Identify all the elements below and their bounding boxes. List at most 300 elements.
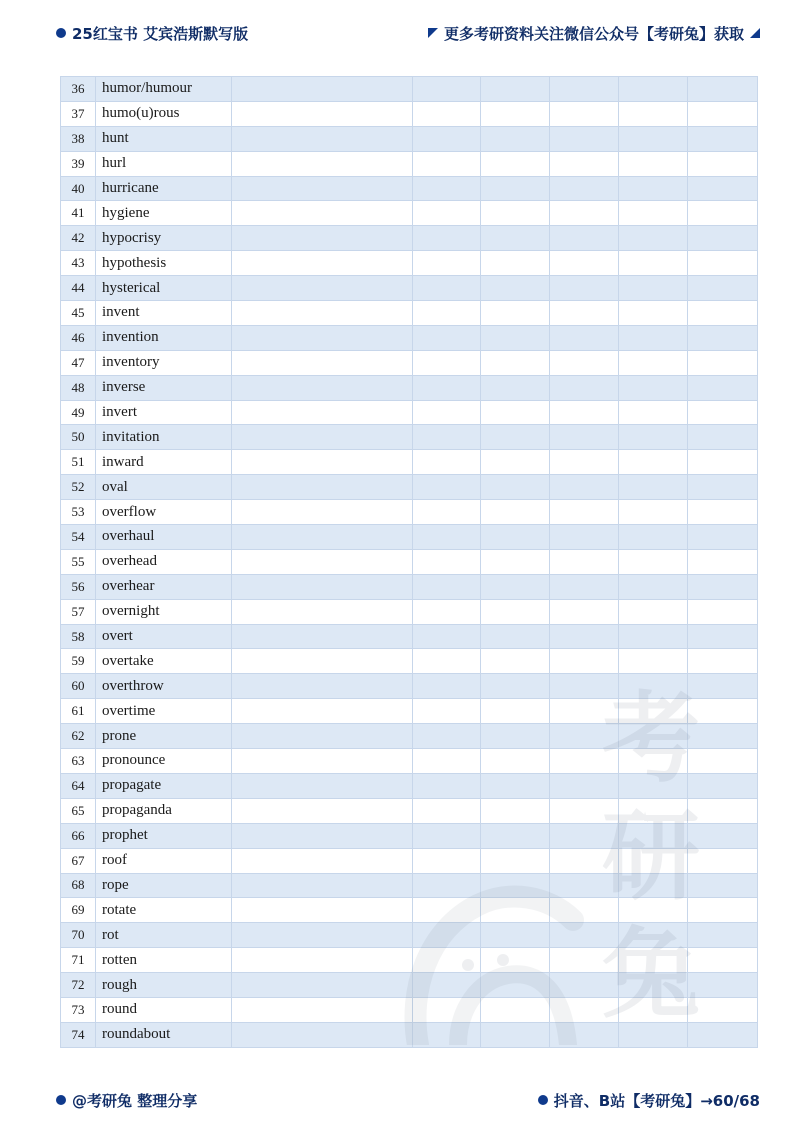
dictation-blank-cell	[413, 724, 481, 749]
row-number: 52	[61, 475, 96, 500]
dictation-blank-cell	[413, 350, 481, 375]
dictation-blank-cell	[550, 276, 619, 301]
table-row	[61, 325, 758, 350]
dictation-blank-cell	[413, 848, 481, 873]
table-row	[61, 77, 758, 102]
dictation-blank-cell	[413, 898, 481, 923]
row-number: 71	[61, 948, 96, 973]
dictation-blank-cell	[688, 997, 758, 1022]
dictation-blank-cell	[481, 674, 550, 699]
row-number: 44	[61, 276, 96, 301]
dictation-blank-cell	[232, 724, 413, 749]
dictation-blank-cell	[413, 126, 481, 151]
dictation-blank-cell	[619, 649, 688, 674]
dictation-blank-cell	[481, 425, 550, 450]
dictation-blank-cell	[232, 674, 413, 699]
vocabulary-word: invert	[96, 400, 232, 425]
dictation-blank-cell	[413, 773, 481, 798]
vocabulary-word: rope	[96, 873, 232, 898]
table-row	[61, 724, 758, 749]
vocabulary-word: propagate	[96, 773, 232, 798]
dictation-blank-cell	[550, 325, 619, 350]
table-row	[61, 923, 758, 948]
row-number: 51	[61, 450, 96, 475]
dictation-blank-cell	[688, 350, 758, 375]
dictation-blank-cell	[481, 997, 550, 1022]
table-row	[61, 699, 758, 724]
dictation-blank-cell	[619, 549, 688, 574]
bullet-dot-icon	[538, 1095, 548, 1105]
dictation-blank-cell	[481, 1022, 550, 1047]
vocabulary-word: overtime	[96, 699, 232, 724]
row-number: 48	[61, 375, 96, 400]
dictation-blank-cell	[619, 674, 688, 699]
dictation-blank-cell	[550, 251, 619, 276]
dictation-blank-cell	[481, 276, 550, 301]
dictation-blank-cell	[413, 798, 481, 823]
table-row	[61, 276, 758, 301]
dictation-blank-cell	[232, 77, 413, 102]
dictation-blank-cell	[619, 226, 688, 251]
dictation-blank-cell	[413, 699, 481, 724]
dictation-blank-cell	[619, 450, 688, 475]
dictation-blank-cell	[481, 973, 550, 998]
dictation-blank-cell	[232, 948, 413, 973]
dictation-blank-cell	[688, 301, 758, 326]
dictation-blank-cell	[688, 400, 758, 425]
row-number: 45	[61, 301, 96, 326]
dictation-blank-cell	[550, 350, 619, 375]
dictation-blank-cell	[688, 873, 758, 898]
dictation-blank-cell	[619, 798, 688, 823]
row-number: 36	[61, 77, 96, 102]
dictation-blank-cell	[550, 649, 619, 674]
dictation-blank-cell	[550, 425, 619, 450]
dictation-blank-cell	[619, 475, 688, 500]
dictation-blank-cell	[550, 226, 619, 251]
table-row	[61, 848, 758, 873]
dictation-blank-cell	[481, 649, 550, 674]
dictation-blank-cell	[481, 724, 550, 749]
dictation-blank-cell	[688, 475, 758, 500]
dictation-blank-cell	[413, 101, 481, 126]
dictation-blank-cell	[481, 624, 550, 649]
dictation-blank-cell	[413, 1022, 481, 1047]
vocabulary-word: inventory	[96, 350, 232, 375]
dictation-blank-cell	[619, 301, 688, 326]
dictation-blank-cell	[481, 823, 550, 848]
dictation-blank-cell	[413, 500, 481, 525]
dictation-blank-cell	[688, 898, 758, 923]
vocabulary-word: humo(u)rous	[96, 101, 232, 126]
vocabulary-word: hurricane	[96, 176, 232, 201]
table-row	[61, 101, 758, 126]
dictation-blank-cell	[481, 151, 550, 176]
row-number: 59	[61, 649, 96, 674]
dictation-blank-cell	[413, 923, 481, 948]
header-title: 25红宝书 艾宾浩斯默写版	[72, 24, 249, 43]
dictation-blank-cell	[232, 773, 413, 798]
table-row	[61, 749, 758, 774]
vocabulary-word: invent	[96, 301, 232, 326]
table-row	[61, 898, 758, 923]
vocabulary-word: overthrow	[96, 674, 232, 699]
dictation-blank-cell	[619, 425, 688, 450]
dictation-blank-cell	[688, 798, 758, 823]
table-row	[61, 798, 758, 823]
table-row	[61, 226, 758, 251]
dictation-blank-cell	[232, 475, 413, 500]
dictation-blank-cell	[619, 325, 688, 350]
dictation-blank-cell	[232, 151, 413, 176]
dictation-blank-cell	[232, 301, 413, 326]
dictation-blank-cell	[619, 276, 688, 301]
dictation-blank-cell	[232, 400, 413, 425]
dictation-blank-cell	[413, 973, 481, 998]
dictation-blank-cell	[232, 525, 413, 550]
table-row	[61, 400, 758, 425]
dictation-blank-cell	[481, 201, 550, 226]
dictation-blank-cell	[232, 500, 413, 525]
dictation-blank-cell	[481, 574, 550, 599]
page-footer	[56, 1088, 760, 1112]
row-number: 40	[61, 176, 96, 201]
table-row	[61, 201, 758, 226]
vocabulary-word: hygiene	[96, 201, 232, 226]
dictation-blank-cell	[688, 624, 758, 649]
table-row	[61, 301, 758, 326]
row-number: 55	[61, 549, 96, 574]
vocabulary-word: inward	[96, 450, 232, 475]
header-right	[428, 23, 760, 44]
table-row	[61, 973, 758, 998]
dictation-blank-cell	[688, 699, 758, 724]
dictation-blank-cell	[550, 599, 619, 624]
dictation-blank-cell	[619, 101, 688, 126]
dictation-blank-cell	[550, 997, 619, 1022]
bullet-dot-icon	[56, 1095, 66, 1105]
dictation-blank-cell	[481, 251, 550, 276]
dictation-blank-cell	[481, 525, 550, 550]
dictation-blank-cell	[619, 77, 688, 102]
row-number: 39	[61, 151, 96, 176]
dictation-blank-cell	[413, 649, 481, 674]
header-left	[56, 23, 248, 44]
row-number: 68	[61, 873, 96, 898]
table-row	[61, 450, 758, 475]
row-number: 69	[61, 898, 96, 923]
row-number: 58	[61, 624, 96, 649]
table-row	[61, 599, 758, 624]
dictation-blank-cell	[232, 749, 413, 774]
table-row	[61, 151, 758, 176]
dictation-blank-cell	[413, 400, 481, 425]
dictation-blank-cell	[232, 997, 413, 1022]
dictation-blank-cell	[688, 226, 758, 251]
dictation-blank-cell	[481, 923, 550, 948]
bullet-dot-icon	[56, 28, 66, 38]
dictation-blank-cell	[688, 724, 758, 749]
vocabulary-word: hunt	[96, 126, 232, 151]
table-row	[61, 126, 758, 151]
dictation-blank-cell	[550, 375, 619, 400]
dictation-blank-cell	[619, 1022, 688, 1047]
dictation-blank-cell	[550, 500, 619, 525]
dictation-blank-cell	[481, 948, 550, 973]
dictation-blank-cell	[550, 400, 619, 425]
dictation-blank-cell	[688, 973, 758, 998]
dictation-blank-cell	[550, 176, 619, 201]
dictation-blank-cell	[688, 749, 758, 774]
dictation-blank-cell	[688, 450, 758, 475]
vocabulary-word: rough	[96, 973, 232, 998]
dictation-blank-cell	[232, 176, 413, 201]
dictation-blank-cell	[688, 649, 758, 674]
table-row	[61, 251, 758, 276]
dictation-blank-cell	[619, 151, 688, 176]
dictation-blank-cell	[413, 425, 481, 450]
dictation-blank-cell	[550, 873, 619, 898]
dictation-blank-cell	[550, 624, 619, 649]
dictation-blank-cell	[481, 350, 550, 375]
table-row	[61, 425, 758, 450]
dictation-blank-cell	[550, 749, 619, 774]
row-number: 73	[61, 997, 96, 1022]
dictation-blank-cell	[481, 126, 550, 151]
dictation-blank-cell	[688, 151, 758, 176]
dictation-blank-cell	[232, 350, 413, 375]
header-promo: 更多考研资料关注微信公众号【考研兔】获取	[443, 24, 744, 43]
dictation-blank-cell	[413, 574, 481, 599]
vocabulary-word: overt	[96, 624, 232, 649]
dictation-blank-cell	[413, 599, 481, 624]
vocabulary-word: hurl	[96, 151, 232, 176]
row-number: 61	[61, 699, 96, 724]
table-row	[61, 773, 758, 798]
dictation-blank-cell	[481, 77, 550, 102]
vocabulary-table-container	[60, 76, 757, 1048]
row-number: 57	[61, 599, 96, 624]
dictation-blank-cell	[481, 475, 550, 500]
dictation-blank-cell	[688, 948, 758, 973]
vocabulary-word: hypothesis	[96, 251, 232, 276]
vocabulary-word: hypocrisy	[96, 226, 232, 251]
dictation-blank-cell	[619, 699, 688, 724]
dictation-blank-cell	[619, 749, 688, 774]
dictation-blank-cell	[413, 624, 481, 649]
row-number: 50	[61, 425, 96, 450]
dictation-blank-cell	[688, 574, 758, 599]
dictation-blank-cell	[688, 674, 758, 699]
vocabulary-word: roundabout	[96, 1022, 232, 1047]
dictation-blank-cell	[481, 226, 550, 251]
triangle-right-icon	[750, 28, 760, 38]
dictation-blank-cell	[550, 450, 619, 475]
dictation-blank-cell	[688, 425, 758, 450]
dictation-blank-cell	[550, 674, 619, 699]
table-row	[61, 674, 758, 699]
dictation-blank-cell	[413, 749, 481, 774]
row-number: 62	[61, 724, 96, 749]
dictation-blank-cell	[550, 301, 619, 326]
table-row	[61, 624, 758, 649]
dictation-blank-cell	[688, 823, 758, 848]
dictation-blank-cell	[413, 948, 481, 973]
row-number: 64	[61, 773, 96, 798]
table-row	[61, 350, 758, 375]
dictation-blank-cell	[619, 375, 688, 400]
table-row	[61, 574, 758, 599]
dictation-blank-cell	[232, 898, 413, 923]
dictation-blank-cell	[232, 375, 413, 400]
dictation-blank-cell	[688, 848, 758, 873]
dictation-blank-cell	[232, 251, 413, 276]
dictation-blank-cell	[232, 126, 413, 151]
dictation-blank-cell	[550, 773, 619, 798]
row-number: 54	[61, 525, 96, 550]
dictation-blank-cell	[619, 973, 688, 998]
vocabulary-word: oval	[96, 475, 232, 500]
dictation-blank-cell	[232, 873, 413, 898]
dictation-blank-cell	[688, 375, 758, 400]
dictation-blank-cell	[619, 923, 688, 948]
dictation-blank-cell	[232, 549, 413, 574]
dictation-blank-cell	[619, 400, 688, 425]
dictation-blank-cell	[232, 823, 413, 848]
dictation-blank-cell	[232, 201, 413, 226]
vocabulary-word: rotate	[96, 898, 232, 923]
dictation-blank-cell	[413, 301, 481, 326]
row-number: 46	[61, 325, 96, 350]
dictation-blank-cell	[550, 973, 619, 998]
dictation-blank-cell	[619, 126, 688, 151]
row-number: 65	[61, 798, 96, 823]
dictation-blank-cell	[619, 773, 688, 798]
dictation-blank-cell	[550, 798, 619, 823]
table-row	[61, 649, 758, 674]
dictation-blank-cell	[550, 823, 619, 848]
table-row	[61, 948, 758, 973]
dictation-blank-cell	[232, 624, 413, 649]
dictation-blank-cell	[232, 425, 413, 450]
row-number: 47	[61, 350, 96, 375]
dictation-blank-cell	[232, 101, 413, 126]
dictation-blank-cell	[550, 724, 619, 749]
dictation-blank-cell	[232, 699, 413, 724]
dictation-blank-cell	[688, 276, 758, 301]
row-number: 70	[61, 923, 96, 948]
footer-right	[538, 1090, 760, 1111]
dictation-blank-cell	[688, 325, 758, 350]
dictation-blank-cell	[619, 898, 688, 923]
dictation-blank-cell	[481, 176, 550, 201]
dictation-blank-cell	[688, 500, 758, 525]
table-row	[61, 997, 758, 1022]
dictation-blank-cell	[232, 450, 413, 475]
dictation-blank-cell	[688, 773, 758, 798]
triangle-left-icon	[428, 28, 438, 38]
dictation-blank-cell	[413, 251, 481, 276]
dictation-blank-cell	[481, 749, 550, 774]
dictation-blank-cell	[481, 873, 550, 898]
vocabulary-word: humor/humour	[96, 77, 232, 102]
dictation-blank-cell	[232, 325, 413, 350]
dictation-blank-cell	[688, 599, 758, 624]
dictation-blank-cell	[619, 176, 688, 201]
dictation-blank-cell	[232, 276, 413, 301]
dictation-blank-cell	[481, 599, 550, 624]
dictation-blank-cell	[688, 176, 758, 201]
vocabulary-word: prone	[96, 724, 232, 749]
dictation-blank-cell	[619, 500, 688, 525]
dictation-blank-cell	[688, 77, 758, 102]
dictation-blank-cell	[619, 624, 688, 649]
dictation-blank-cell	[481, 798, 550, 823]
dictation-blank-cell	[413, 450, 481, 475]
row-number: 43	[61, 251, 96, 276]
dictation-blank-cell	[550, 1022, 619, 1047]
table-row	[61, 873, 758, 898]
row-number: 42	[61, 226, 96, 251]
dictation-blank-cell	[619, 574, 688, 599]
footer-credit: @考研兔 整理分享	[72, 1091, 198, 1110]
dictation-blank-cell	[413, 475, 481, 500]
dictation-blank-cell	[413, 201, 481, 226]
dictation-blank-cell	[481, 400, 550, 425]
vocabulary-word: invention	[96, 325, 232, 350]
dictation-blank-cell	[550, 948, 619, 973]
dictation-blank-cell	[550, 151, 619, 176]
dictation-blank-cell	[232, 973, 413, 998]
vocabulary-word: pronounce	[96, 749, 232, 774]
dictation-blank-cell	[413, 176, 481, 201]
footer-page-info: 抖音、B站【考研兔】→60/68	[553, 1091, 760, 1110]
vocabulary-table	[60, 76, 758, 1048]
dictation-blank-cell	[619, 201, 688, 226]
dictation-blank-cell	[232, 848, 413, 873]
vocabulary-word: roof	[96, 848, 232, 873]
vocabulary-word: rot	[96, 923, 232, 948]
dictation-blank-cell	[413, 823, 481, 848]
dictation-blank-cell	[619, 873, 688, 898]
dictation-blank-cell	[232, 226, 413, 251]
vocabulary-word: prophet	[96, 823, 232, 848]
vocabulary-word: propaganda	[96, 798, 232, 823]
vocabulary-word: overnight	[96, 599, 232, 624]
vocabulary-word: overhead	[96, 549, 232, 574]
dictation-blank-cell	[688, 525, 758, 550]
dictation-blank-cell	[481, 549, 550, 574]
dictation-blank-cell	[550, 126, 619, 151]
dictation-blank-cell	[550, 574, 619, 599]
dictation-blank-cell	[413, 997, 481, 1022]
dictation-blank-cell	[619, 599, 688, 624]
vocabulary-word: hysterical	[96, 276, 232, 301]
vocabulary-word: round	[96, 997, 232, 1022]
dictation-blank-cell	[413, 375, 481, 400]
dictation-blank-cell	[413, 151, 481, 176]
vocabulary-word: overtake	[96, 649, 232, 674]
row-number: 66	[61, 823, 96, 848]
row-number: 41	[61, 201, 96, 226]
dictation-blank-cell	[619, 350, 688, 375]
dictation-blank-cell	[550, 201, 619, 226]
dictation-blank-cell	[413, 276, 481, 301]
page-header	[56, 21, 760, 45]
dictation-blank-cell	[232, 1022, 413, 1047]
vocabulary-table-body	[61, 77, 758, 1048]
row-number: 37	[61, 101, 96, 126]
